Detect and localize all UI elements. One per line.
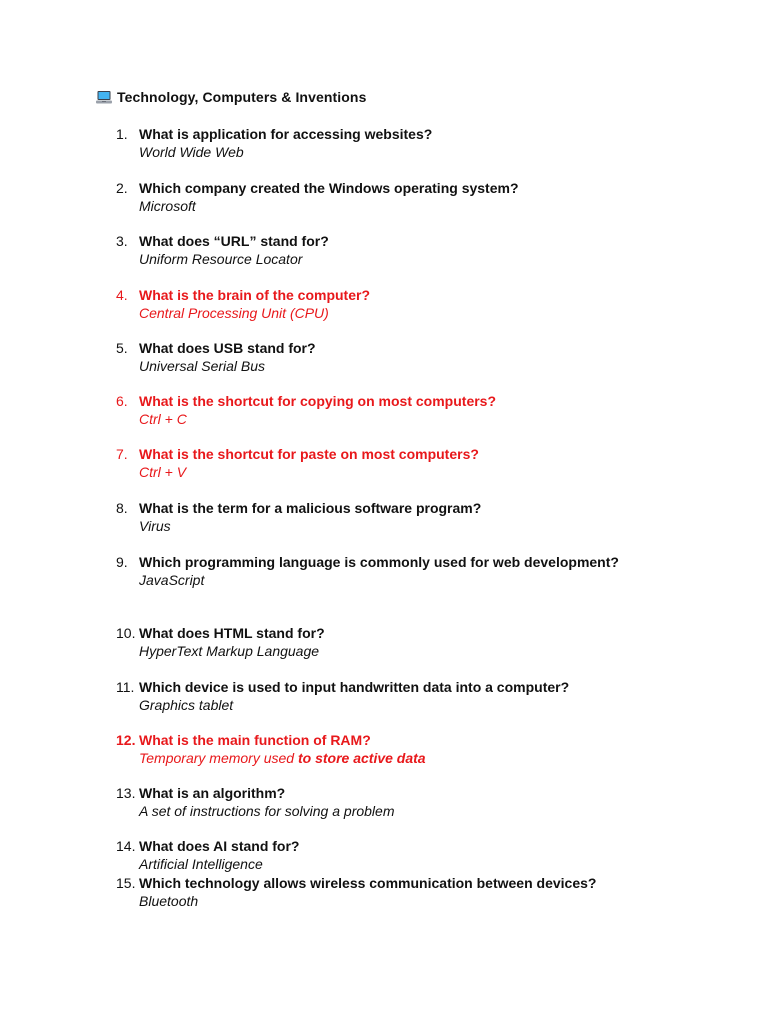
question-text: What is application for accessing websites? (139, 126, 433, 142)
answer-text-part: Temporary memory used (139, 750, 298, 766)
question-text: What is the term for a malicious software program? (139, 500, 482, 516)
laptop-icon (96, 90, 112, 105)
answer-text: Uniform Resource Locator (139, 251, 303, 267)
answer-text: HyperText Markup Language (139, 643, 320, 659)
question-text: What does HTML stand for? (139, 625, 325, 641)
question-text: What is the main function of RAM? (139, 732, 371, 748)
question-text: Which company created the Windows operating system? (139, 180, 519, 196)
question-text: What does “URL” stand for? (139, 233, 329, 249)
answer-text: Ctrl + V (139, 464, 187, 480)
question-number: 15. (116, 875, 136, 891)
answer-text-emphasis: to store active data (297, 750, 426, 766)
question-number: 8. (116, 500, 128, 516)
question-number: 7. (116, 446, 128, 462)
question-text: Which programming language is commonly used for web development? (139, 554, 619, 570)
question-number: 1. (116, 126, 128, 142)
answer-text: Bluetooth (139, 893, 199, 909)
question-number: 9. (116, 554, 128, 570)
question-text: What does USB stand for? (139, 340, 316, 356)
answer-text: World Wide Web (139, 144, 244, 160)
answer-text: Graphics tablet (139, 697, 234, 713)
answer-text: JavaScript (139, 572, 205, 588)
question-text: What is the brain of the computer? (139, 287, 371, 303)
question-number: 6. (116, 393, 128, 409)
question-text: Which device is used to input handwritten data into a computer? (139, 679, 570, 695)
answer-text: Virus (139, 518, 171, 534)
question-number: 4. (116, 287, 128, 303)
question-number: 5. (116, 340, 128, 356)
question-number: 10. (116, 625, 136, 641)
question-number: 2. (116, 180, 128, 196)
section-heading (96, 89, 366, 105)
question-text: What is an algorithm? (139, 785, 286, 801)
question-text: Which technology allows wireless communication between devices? (139, 875, 597, 891)
question-number: 14. (116, 838, 136, 854)
answer-text: Ctrl + C (139, 411, 187, 427)
question-text: What is the shortcut for copying on most computers? (139, 393, 497, 409)
section-title: Technology, Computers & Inventions (117, 89, 367, 105)
answer-text: Universal Serial Bus (139, 358, 266, 374)
question-number: 13. (116, 785, 136, 801)
answer-text: Artificial Intelligence (139, 856, 263, 872)
answer-text: Microsoft (139, 198, 196, 214)
question-text: What does AI stand for? (139, 838, 300, 854)
answer-text: A set of instructions for solving a problem (139, 803, 395, 819)
question-number: 3. (116, 233, 128, 249)
question-number: 11. (116, 679, 135, 695)
answer-text: Central Processing Unit (CPU) (139, 305, 329, 321)
question-text: What is the shortcut for paste on most computers? (139, 446, 479, 462)
answer-text (139, 749, 426, 767)
question-number: 12. (116, 732, 136, 748)
